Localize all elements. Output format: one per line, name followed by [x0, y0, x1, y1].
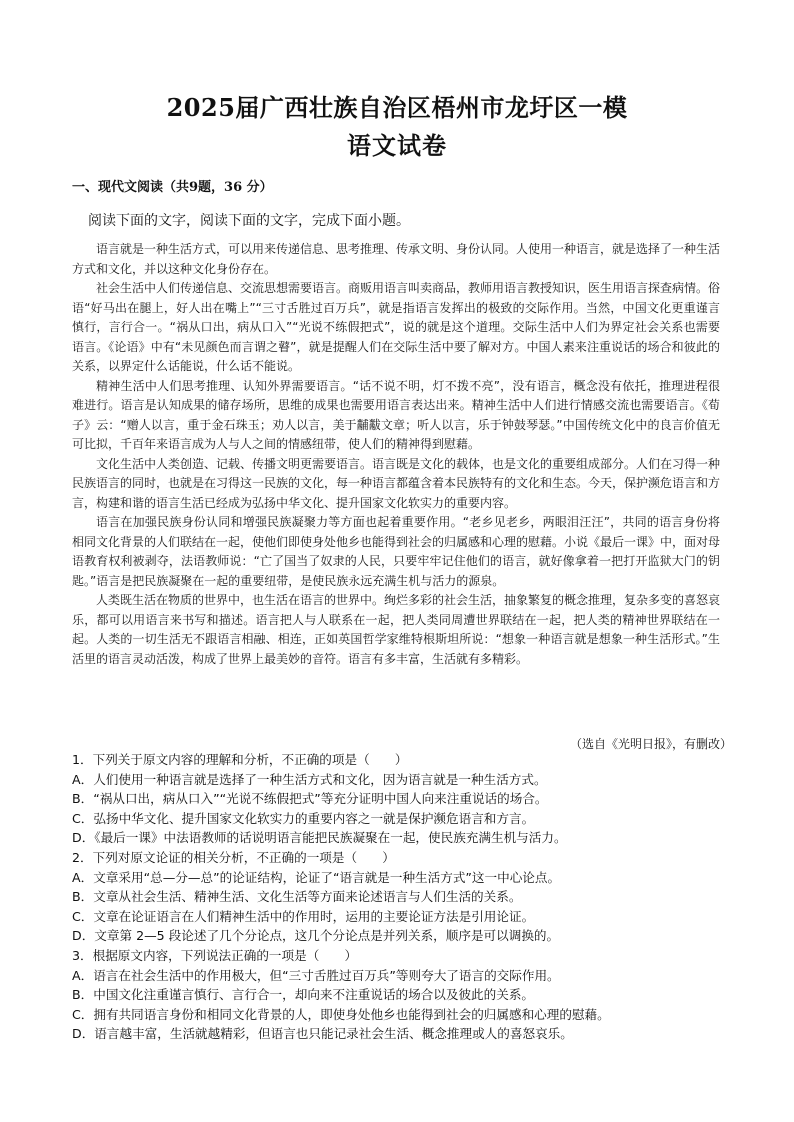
reading-instruction: 阅读下面的文字，阅读下面的文字，完成下面小题。	[88, 213, 410, 229]
question-option: C．拥有共同语言身份和相同文化背景的人，即使身处他乡也能得到社会的归属感和心理的慰藉。	[72, 1006, 610, 1022]
question-option: B．中国文化注重谨言慎行、言行合一，却向来不注重说话的场合以及彼此的关系。	[72, 987, 535, 1003]
passage-paragraph: 语言在加强民族身份认同和增强民族凝聚力等方面也起着重要作用。“老乡见老乡，两眼泪汪汪”，共同的语言身份将相同文化背景的人们联结在一起，使他们即使身处他乡也能得到社会的归属感和心理的慰藉。小说《最后一课》中，面对母语教育权利被剥夺，法语教师说：“亡了国当了奴隶的人民，只要牢牢记住他们的语言，就好像拿着一把打开监狱大门的钥匙。”语言是把民族凝聚在一起的重要纽带，是使民族永远充满生机与活力的源泉。	[72, 515, 721, 588]
question-stem: 2．下列对原文论证的相关分析，不正确的一项是（ ）	[72, 849, 395, 865]
question-list	[72, 750, 724, 1044]
question-stem: 3．根据原文内容，下列说法正确的一项是（ ）	[72, 947, 358, 963]
question-option: C．文章在论证语言在人们精神生活中的作用时，运用的主要论证方法是引用论证。	[72, 908, 535, 924]
section-heading: 一、现代文阅读（共9题，36 分）	[72, 180, 273, 195]
passage-paragraph: 人类既生活在物质的世界中，也生活在语言的世界中。绚烂多彩的社会生活，抽象繁复的概念推理，复杂多变的喜怒哀乐，都可以用语言来书写和描述。语言把人与人联系在一起，把人类同周遭世界联结在一起，把人类的精神世界联结在一起。人类的一切生活无不跟语言相融、相连，正如英国哲学家维特根斯坦所说：“想象一种语言就是想象一种生活形式。”生活里的语言灵动活泼，构成了世界上最美妙的音符。语言有多丰富，生活就有多精彩。	[72, 593, 721, 666]
question-option: A．文章采用“总—分—总”的论证结构，论证了“语言就是一种生活方式”这一中心论点。	[72, 869, 561, 885]
exam-title: 2025届广西壮族自治区梧州市龙圩区一模	[166, 93, 628, 122]
question-option: D．《最后一课》中法语教师的话说明语言能把民族凝聚在一起，使民族充满生机与活力。	[72, 830, 567, 846]
question-option: A．语言在社会生活中的作用极大，但“三寸舌胜过百万兵”等则夸大了语言的交际作用。	[72, 967, 560, 983]
question-option: B．“祸从口出，病从口入”“光说不练假把式”等充分证明中国人向来注重说话的场合。	[72, 791, 548, 807]
question-option: D．语言越丰富，生活就越精彩，但语言也只能记录社会生活、概念推理或人的喜怒哀乐。	[72, 1026, 573, 1042]
question-option: C．弘扬中华文化、提升国家文化软实力的重要内容之一就是保护濒危语言和方言。	[72, 810, 535, 826]
passage-source: （选自《光明日报》，有删改）	[569, 737, 732, 751]
question-option: D．文章第 2—5 段论述了几个分论点，这几个分论点是并列关系，顺序是可以调换的。	[72, 928, 560, 944]
passage-paragraph: 社会生活中人们传递信息、交流思想需要语言。商贩用语言叫卖商品，教师用语言教授知识，医生用语言探查病情。俗语“好马出在腿上，好人出在嘴上”“三寸舌胜过百万兵”，就是指语言发挥出的极致的交际作用。当然，中国文化更重谨言慎行，言行合一。“祸从口出，病从口入”“光说不练假把式”，说的就是这个道理。交际生活中人们为界定社会关系也需要语言。《论语》中有“未见颜色而言谓之瞽”，就是提醒人们在交际生活中要了解对方。中国人素来注重说话的场合和彼此的关系，以界定什么话能说，什么话不能说。	[72, 281, 721, 373]
question-option: B．文章从社会生活、精神生活、文化生活等方面来论述语言与人们生活的关系。	[72, 889, 522, 905]
passage-paragraph: 语言就是一种生活方式，可以用来传递信息、思考推理、传承文明、身份认同。人使用一种语言，就是选择了一种生活方式和文化，并以这种文化身份存在。	[72, 242, 721, 276]
exam-subtitle: 语文试卷	[347, 131, 447, 160]
passage-paragraph: 文化生活中人类创造、记载、传播文明更需要语言。语言既是文化的载体，也是文化的重要组成部分。人们在习得一种民族语言的同时，也就是在习得这一民族的文化，每一种语言都蕴含着本民族特有的文化和生态。今天，保护濒危语言和方言，构建和谐的语言生活已经成为弘扬中华文化、提升国家文化软实力的重要内容。	[72, 456, 721, 510]
question-option: A．人们使用一种语言就是选择了一种生活方式和文化，因为语言就是一种生活方式。	[72, 771, 547, 787]
reading-passage	[72, 240, 720, 669]
passage-paragraph: 精神生活中人们思考推理、认知外界需要语言。“话不说不明，灯不拨不亮”，没有语言，概念没有依托，推理进程很难进行。语言是认知成果的储存场所，思维的成果也需要用语言表达出来。精神生活中人们进行情感交流也需要语言。《荀子》云：“赠人以言，重于金石珠玉；劝人以言，美于黼黻文章；听人以言，乐于钟鼓琴瑟。”中国传统文化中的良言价值无可比拟，千百年来语言成为人与人之间的情感纽带，使人们的精神得到慰藉。	[72, 378, 720, 451]
question-stem: 1．下列关于原文内容的理解和分析，不正确的项是（ ）	[72, 752, 408, 767]
